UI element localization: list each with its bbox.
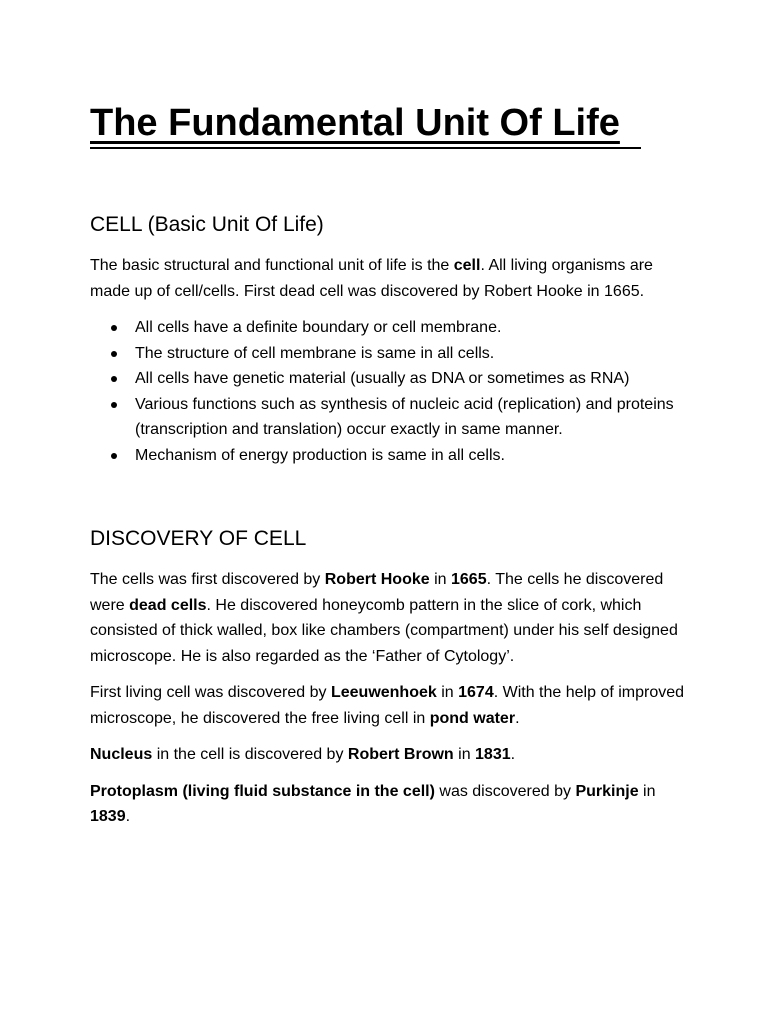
title-underline-rule [90,147,641,149]
section-heading-discovery: DISCOVERY OF CELL [90,527,307,550]
document-title: The Fundamental Unit Of Life [90,102,620,144]
discovery-paragraph-leeuwenhoek: First living cell was discovered by Leeuwenhoek in 1674. With the help of improved microscope, he discovered the free living cell in pond water. [90,684,685,727]
section-heading-cell: CELL (Basic Unit Of Life) [90,213,324,236]
list-item: Various functions such as synthesis of nucleic acid (replication) and proteins (transcription and translation) occur exactly in same manner. [135,392,695,443]
section-cell [90,211,690,479]
bullet-icon [111,376,117,382]
list-item: Mechanism of energy production is same in all cells. [135,443,690,469]
discovery-paragraph-purkinje: Protoplasm (living fluid substance in the cell) was discovered by Purkinje in 1839. [90,782,656,825]
discovery-paragraph-hooke: The cells was first discovered by Robert Hooke in 1665. The cells he discovered were dead cells. He discovered honeycomb pattern in the slice of cork, which consisted of thick walled, box like chambers (compartment) under his self designed microscope. He is also regarded as the ‘Father of Cytology’. [90,571,678,665]
bullet-icon [111,453,117,459]
bullet-icon [111,402,117,408]
list-item: All cells have a definite boundary or cell membrane. [135,315,690,341]
bullet-icon [111,351,117,357]
list-item: The structure of cell membrane is same in all cells. [135,341,690,367]
cell-properties-list [90,315,690,468]
discovery-paragraph-brown: Nucleus in the cell is discovered by Robert Brown in 1831. [90,746,516,763]
bullet-icon [111,325,117,331]
section-discovery [90,525,690,841]
list-item: All cells have genetic material (usually as DNA or sometimes as RNA) [135,366,690,392]
cell-intro-paragraph: The basic structural and functional unit of life is the cell. All living organisms are made up of cell/cells. First dead cell was discovered by Robert Hooke in 1665. [90,257,653,300]
